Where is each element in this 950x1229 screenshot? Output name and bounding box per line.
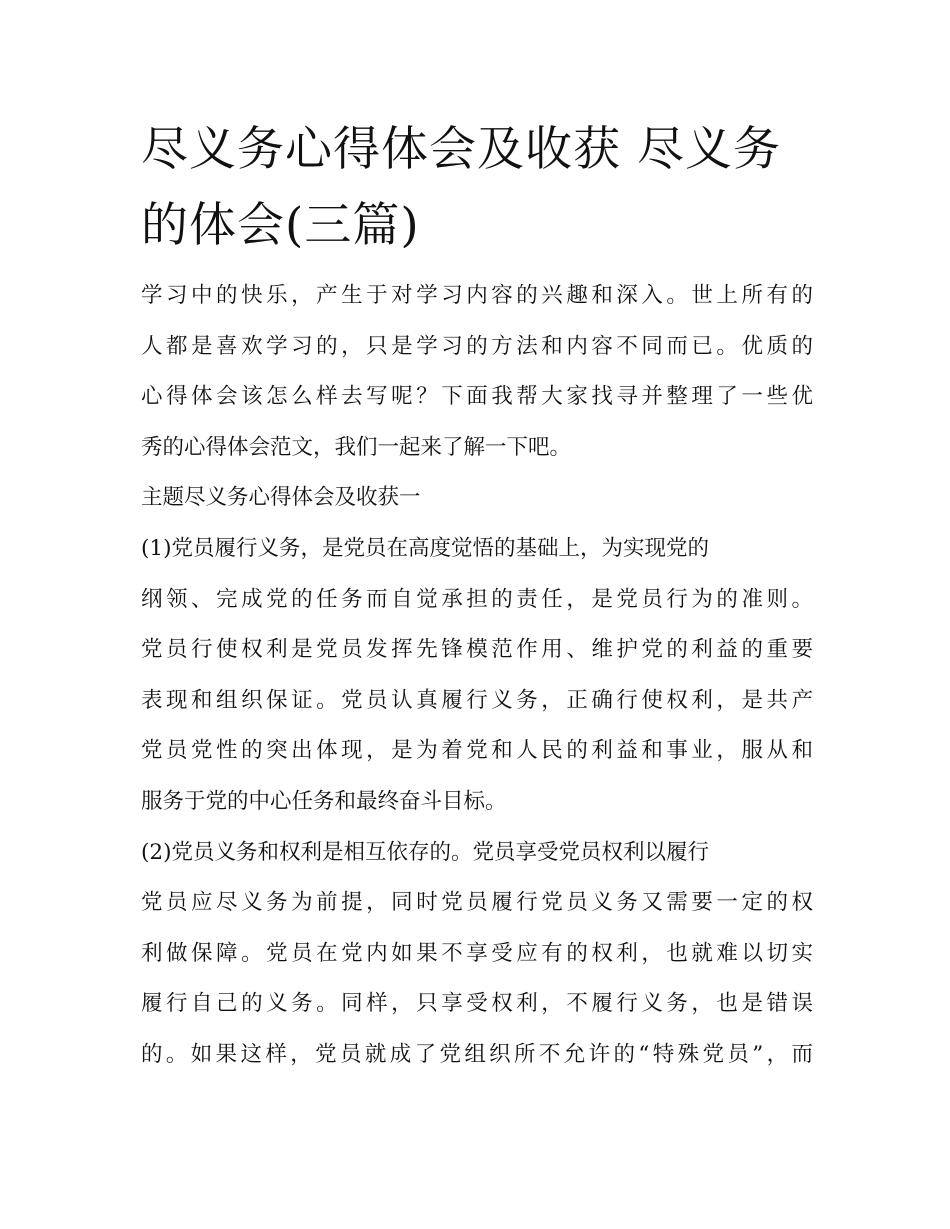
body-line: 履行自己的义务。同样，只享受权利，不履行义务，也是错误 <box>141 991 813 1017</box>
section-heading: 主题尽义务心得体会及收获一 <box>141 485 421 511</box>
body-line: 秀的心得体会范文，我们一起来了解一下吧。 <box>141 434 572 460</box>
document-title <box>141 112 813 264</box>
document-body <box>141 271 813 1081</box>
body-line: 的。如果这样，党员就成了党组织所不允许的“特殊党员”，而 <box>141 1041 813 1067</box>
title-line-2: 的体会(三篇) <box>141 198 420 253</box>
body-line: 纲领、完成党的任务而自觉承担的责任，是党员行为的准则。 <box>141 586 813 612</box>
document-content <box>141 112 813 1081</box>
body-line: 心得体会该怎么样去写呢？下面我帮大家找寻并整理了一些优 <box>141 384 813 410</box>
body-line: (2)党员义务和权利是相互依存的。党员享受党员权利以履行 <box>141 839 709 865</box>
body-line: 学习中的快乐，产生于对学习内容的兴趣和深入。世上所有的 <box>141 283 813 308</box>
body-line: 服务于党的中心任务和最终奋斗目标。 <box>141 788 507 814</box>
title-line-1: 尽义务心得体会及收获 尽义务 <box>141 122 781 177</box>
body-line: 党员党性的突出体现，是为着党和人民的利益和事业，服从和 <box>141 738 813 764</box>
body-line: 表现和组织保证。党员认真履行义务，正确行使权利，是共产 <box>141 687 813 713</box>
body-line: 利做保障。党员在党内如果不享受应有的权利，也就难以切实 <box>141 940 813 966</box>
body-line: 党员应尽义务为前提，同时党员履行党员义务又需要一定的权 <box>141 890 813 916</box>
body-line: 人都是喜欢学习的，只是学习的方法和内容不同而已。优质的 <box>141 333 813 359</box>
body-line: (1)党员履行义务，是党员在高度觉悟的基础上，为实现党的 <box>141 535 709 561</box>
body-line: 党员行使权利是党员发挥先锋模范作用、维护党的利益的重要 <box>141 637 813 663</box>
